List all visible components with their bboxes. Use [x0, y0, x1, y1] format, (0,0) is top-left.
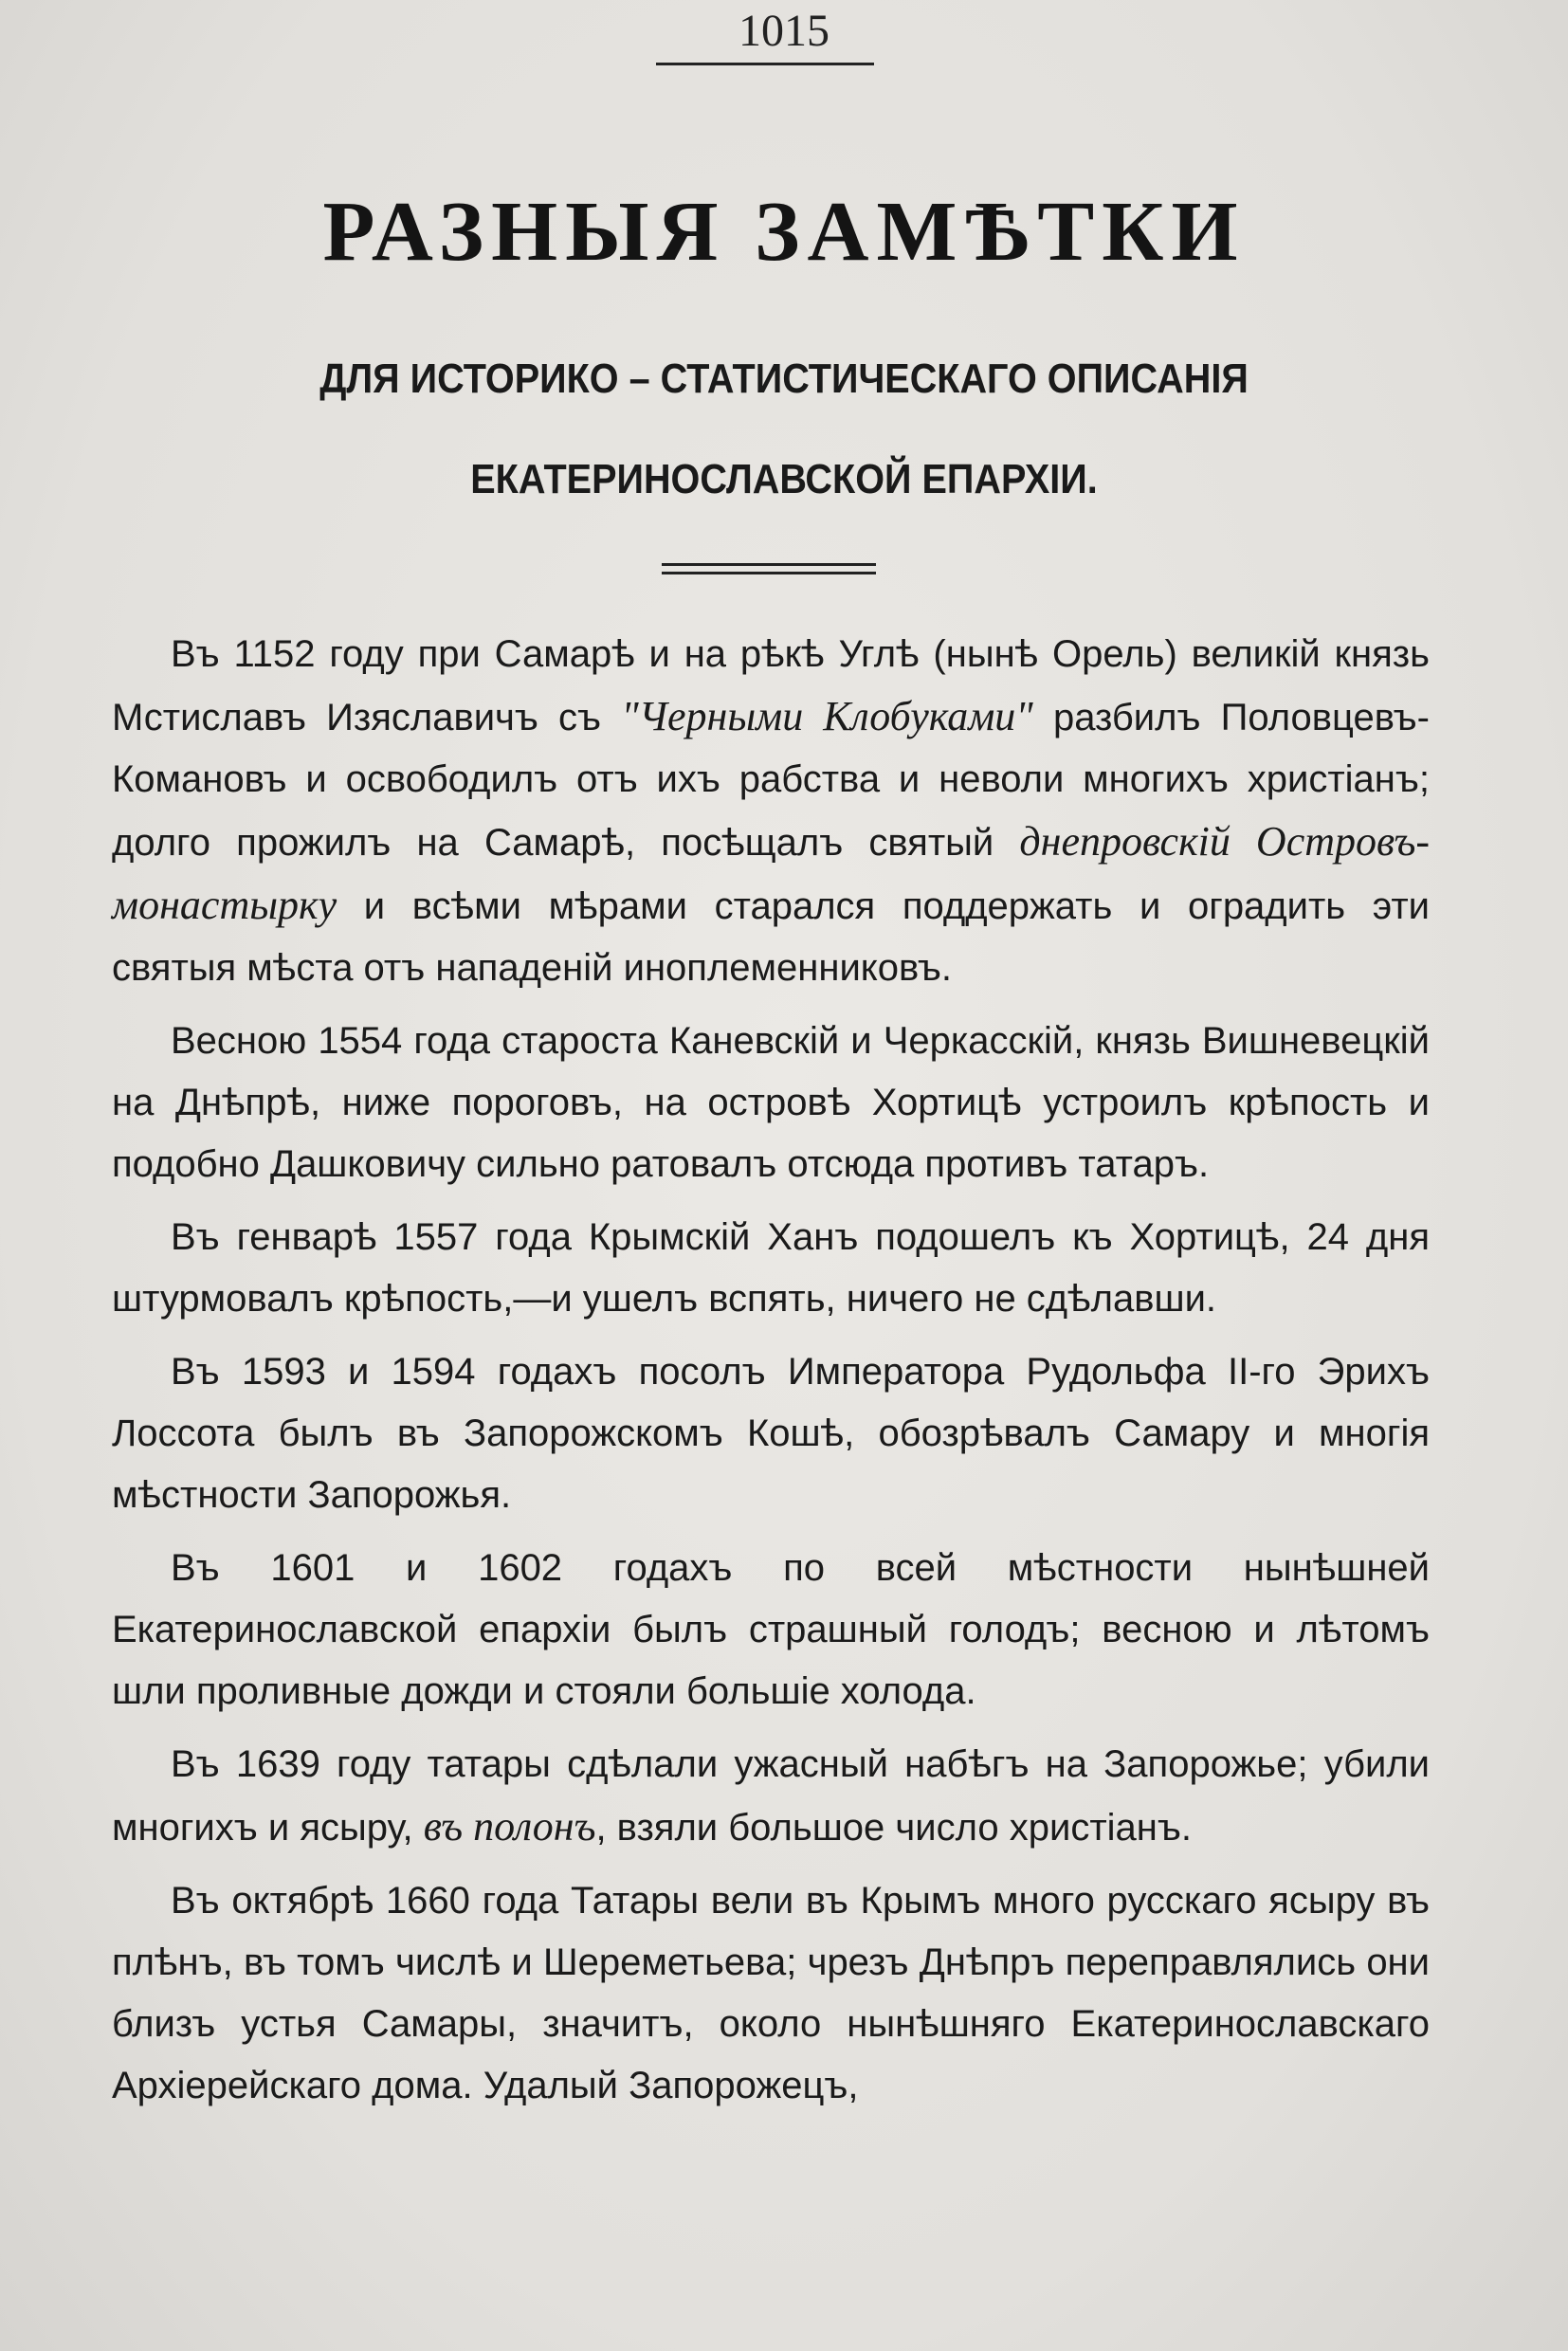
header-rule [656, 63, 874, 65]
paragraph-1-text-c: и всѣми мѣрами старался поддержать и оградить эти святыя мѣста отъ нападеній иноплеменниковъ. [112, 885, 1430, 989]
page-number: 1015 [738, 6, 830, 56]
paragraph-7: Въ октябрѣ 1660 года Татары вели въ Крымъ много русскаго ясыру въ плѣнъ, въ томъ числѣ и Шереметьева; чрезъ Днѣпръ переправлялись они близъ устья Самары, значитъ, около нынѣшняго Екатеринославскаго Архіерейскаго дома. Удалый Запорожецъ, [112, 1880, 1430, 2106]
paragraph-1-italic-a: "Черными Клобуками" [621, 693, 1033, 739]
paragraph-1 [112, 624, 1430, 999]
page-title: РАЗНЫЯ ЗАМѢТКИ [322, 185, 1246, 279]
subtitle-line-2: ЕКАТЕРИНОСЛАВСКОЙ ЕПАРХІИ. [470, 456, 1098, 502]
paragraph-6-italic: въ полонъ [423, 1803, 596, 1850]
paragraph-6 [112, 1734, 1430, 1859]
title-divider [662, 563, 876, 574]
paragraph-6-text-b: , взяли большое число христіанъ. [595, 1807, 1192, 1849]
subtitle-line-1: ДЛЯ ИСТОРИКО – СТАТИСТИЧЕСКАГО ОПИСАНІЯ [319, 355, 1249, 402]
paragraph-5: Въ 1601 и 1602 годахъ по всей мѣстности нынѣшней Екатеринославской епархіи былъ страшный голодъ; весною и лѣтомъ шли проливные дожди и стояли большіе холода. [112, 1547, 1430, 1712]
paragraph-1-italic-b: днепровскій Островъ-монастырку [112, 818, 1431, 928]
article-body [112, 624, 1430, 2128]
paragraph-1-text-a: Въ 1152 году при Самарѣ и на рѣкѣ Углѣ (нынѣ Орель) великій князь Мстиславъ Изяславичъ съ [112, 633, 1430, 738]
paragraph-4: Въ 1593 и 1594 годахъ посолъ Императора Рудольфа II-го Эрихъ Лоссота былъ въ Запорожскомъ Кошѣ, обозрѣвалъ Самару и многія мѣстности Запорожья. [112, 1351, 1430, 1516]
paragraph-2: Весною 1554 года староста Каневскій и Черкасскій, князь Вишневецкій на Днѣпрѣ, ниже пороговъ, на островѣ Хортицѣ устроилъ крѣпость и подобно Дашковичу сильно ратовалъ отсюда противъ татаръ. [112, 1020, 1430, 1185]
paragraph-3: Въ генварѣ 1557 года Крымскій Ханъ подошелъ къ Хортицѣ, 24 дня штурмовалъ крѣпость,—и ушелъ вспять, ничего не сдѣлавши. [112, 1216, 1430, 1320]
paragraph-6-text-a: Въ 1639 году татары сдѣлали ужасный набѣгъ на Запорожье; убили многихъ и ясыру, [112, 1743, 1430, 1849]
paragraph-1-text-b: разбилъ Половцевъ-Комановъ и освободилъ отъ ихъ рабства и неволи многихъ христіанъ; долго прожилъ на Самарѣ, посѣщалъ святый [112, 697, 1430, 864]
